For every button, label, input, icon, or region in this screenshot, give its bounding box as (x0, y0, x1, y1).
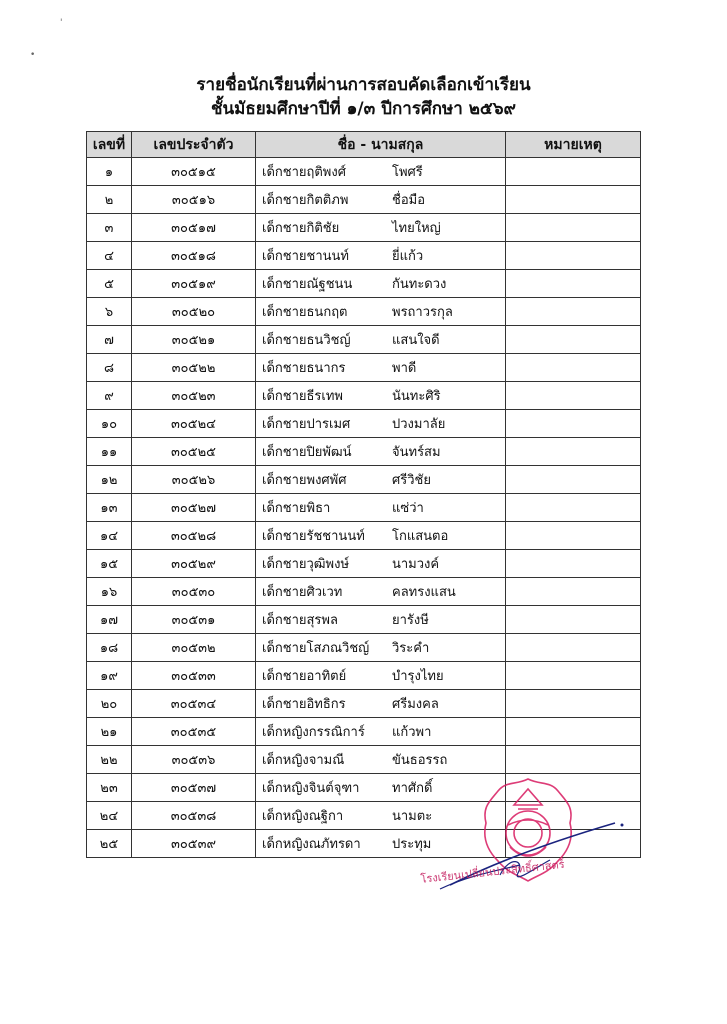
student-last-name: ชื่อมือ (392, 193, 426, 208)
student-first-name: เด็กชายวุฒิพงษ์ (262, 557, 350, 572)
student-id: ๓๐๕๑๖ (132, 186, 256, 214)
table-row (87, 494, 641, 522)
student-id: ๓๐๕๓๔ (132, 690, 256, 718)
row-number: ๑ (87, 158, 132, 186)
row-number: ๒๐ (87, 690, 132, 718)
student-last-name: ไทยใหญ่ (392, 221, 441, 236)
remark-cell (506, 438, 641, 466)
student-name (256, 382, 506, 410)
table-row (87, 774, 641, 802)
student-id: ๓๐๕๒๖ (132, 466, 256, 494)
remark-cell (506, 214, 641, 242)
table-row (87, 186, 641, 214)
student-id: ๓๐๕๑๙ (132, 270, 256, 298)
student-id: ๓๐๕๓๑ (132, 606, 256, 634)
remark-cell (506, 270, 641, 298)
remark-cell (506, 802, 641, 830)
table-row (87, 690, 641, 718)
row-number: ๑๑ (87, 438, 132, 466)
row-number: ๒๓ (87, 774, 132, 802)
remark-cell (506, 578, 641, 606)
student-first-name: เด็กชายกิตติภพ (262, 193, 349, 208)
document-title: รายชื่อนักเรียนที่ผ่านการสอบคัดเลือกเข้าเรียน (196, 75, 531, 95)
student-name (256, 802, 506, 830)
student-first-name: เด็กชายธนวิชญ์ (262, 333, 351, 348)
column-header-name: ชื่อ - นามสกุล (256, 132, 506, 158)
remark-cell (506, 326, 641, 354)
student-last-name: ขันธอรรถ (392, 753, 448, 768)
student-id: ๓๐๕๑๘ (132, 242, 256, 270)
student-first-name: เด็กหญิงณฐิกา (262, 809, 344, 824)
student-name (256, 494, 506, 522)
student-id: ๓๐๕๓๖ (132, 746, 256, 774)
remark-cell (506, 606, 641, 634)
scan-speck: • (30, 50, 36, 60)
student-id: ๓๐๕๓๙ (132, 830, 256, 858)
student-id: ๓๐๕๑๕ (132, 158, 256, 186)
student-last-name: นามตะ (392, 809, 433, 824)
row-number: ๗ (87, 326, 132, 354)
student-last-name: นันทะศิริ (392, 389, 441, 404)
remark-cell (506, 634, 641, 662)
student-id: ๓๐๕๒๗ (132, 494, 256, 522)
remark-cell (506, 242, 641, 270)
row-number: ๑๐ (87, 410, 132, 438)
row-number: ๑๔ (87, 522, 132, 550)
student-first-name: เด็กชายฤติพงศ์ (262, 165, 346, 180)
table-row (87, 326, 641, 354)
student-first-name: เด็กชายธนากร (262, 361, 346, 376)
row-number: ๑๒ (87, 466, 132, 494)
row-number: ๒๑ (87, 718, 132, 746)
row-number: ๔ (87, 242, 132, 270)
student-first-name: เด็กหญิงณภัทรดา (262, 837, 361, 852)
student-name (256, 606, 506, 634)
table-row (87, 270, 641, 298)
student-first-name: เด็กชายอาทิตย์ (262, 669, 347, 684)
row-number: ๑๓ (87, 494, 132, 522)
table-row (87, 438, 641, 466)
student-id: ๓๐๕๓๘ (132, 802, 256, 830)
student-last-name: คลทรงแสน (392, 585, 456, 600)
student-name (256, 746, 506, 774)
student-name (256, 270, 506, 298)
student-name (256, 578, 506, 606)
student-name (256, 466, 506, 494)
student-first-name: เด็กชายรัชชานนท์ (262, 529, 365, 544)
table-row (87, 606, 641, 634)
student-name (256, 830, 506, 858)
column-header-student-id: เลขประจำตัว (132, 132, 256, 158)
student-name (256, 662, 506, 690)
student-id: ๓๐๕๓๕ (132, 718, 256, 746)
student-first-name: เด็กชายพงศพัศ (262, 473, 347, 488)
row-number: ๕ (87, 270, 132, 298)
row-number: ๑๙ (87, 662, 132, 690)
remark-cell (506, 522, 641, 550)
document-subtitle: ชั้นมัธยมศึกษาปีที่ ๑/๓ ปีการศึกษา ๒๕๖๙ (210, 99, 517, 119)
student-first-name: เด็กชายธีรเทพ (262, 389, 343, 404)
remark-cell (506, 186, 641, 214)
table-row (87, 354, 641, 382)
table-row (87, 214, 641, 242)
table-row (87, 158, 641, 186)
column-header-remark: หมายเหตุ (506, 132, 641, 158)
student-id: ๓๐๕๓๓ (132, 662, 256, 690)
student-name (256, 214, 506, 242)
table-row (87, 718, 641, 746)
scan-speck: ' (60, 18, 63, 28)
table-row (87, 746, 641, 774)
table-row (87, 466, 641, 494)
student-id: ๓๐๕๓๗ (132, 774, 256, 802)
student-name (256, 774, 506, 802)
row-number: ๘ (87, 354, 132, 382)
remark-cell (506, 718, 641, 746)
student-last-name: ศรีวิชัย (392, 473, 431, 488)
student-first-name: เด็กชายสุรพล (262, 613, 338, 628)
student-id: ๓๐๕๑๗ (132, 214, 256, 242)
student-first-name: เด็กชายพิธา (262, 501, 331, 516)
student-first-name: เด็กชายชานนท์ (262, 249, 349, 264)
table-row (87, 662, 641, 690)
table-row (87, 578, 641, 606)
student-name (256, 354, 506, 382)
table-row (87, 550, 641, 578)
student-last-name: ยารังษี (392, 613, 429, 628)
student-first-name: เด็กชายธนกฤต (262, 305, 348, 320)
student-first-name: เด็กชายอิทธิกร (262, 697, 346, 712)
table-row (87, 830, 641, 858)
student-last-name: พาดี (392, 361, 417, 376)
student-name (256, 718, 506, 746)
student-name (256, 634, 506, 662)
column-header-number: เลขที่ (87, 132, 132, 158)
student-last-name: แซ่ว่า (392, 501, 424, 516)
student-last-name: กันทะดวง (392, 277, 447, 292)
table-row (87, 522, 641, 550)
student-first-name: เด็กชายศิวเวท (262, 585, 343, 600)
student-last-name: แสนใจดี (392, 333, 440, 348)
student-last-name: ปวงมาลัย (392, 417, 446, 432)
remark-cell (506, 382, 641, 410)
student-last-name: พรถาวรกุล (392, 305, 453, 320)
table-row (87, 298, 641, 326)
student-last-name: จันทร์สม (392, 445, 441, 460)
table-row (87, 634, 641, 662)
student-first-name: เด็กชายโสภณวิชญ์ (262, 641, 370, 656)
student-name (256, 550, 506, 578)
student-id: ๓๐๕๒๐ (132, 298, 256, 326)
student-last-name: ประทุม (392, 837, 432, 852)
row-number: ๖ (87, 298, 132, 326)
row-number: ๑๗ (87, 606, 132, 634)
table-row (87, 242, 641, 270)
remark-cell (506, 774, 641, 802)
table-row (87, 410, 641, 438)
student-last-name: โกแสนตอ (392, 529, 449, 544)
remark-cell (506, 158, 641, 186)
student-last-name: ยี่แก้ว (392, 249, 424, 264)
student-id: ๓๐๕๒๔ (132, 410, 256, 438)
student-first-name: เด็กชายณัฐชนน (262, 277, 353, 292)
row-number: ๑๖ (87, 578, 132, 606)
student-name (256, 690, 506, 718)
remark-cell (506, 298, 641, 326)
student-name (256, 298, 506, 326)
row-number: ๓ (87, 214, 132, 242)
school-seal-text: โรงเรียนเปลี่ยนประสิทธิ์ศาสตร์ (419, 857, 566, 886)
student-last-name: บำรุงไทย (392, 669, 444, 684)
table-header-row (87, 132, 641, 158)
student-first-name: เด็กหญิงจามณี (262, 753, 345, 768)
student-id: ๓๐๕๒๘ (132, 522, 256, 550)
student-last-name: วิระคำ (392, 641, 430, 656)
student-last-name: ศรีมงคล (392, 697, 439, 712)
remark-cell (506, 410, 641, 438)
student-id: ๓๐๕๒๒ (132, 354, 256, 382)
student-name (256, 186, 506, 214)
student-id: ๓๐๕๒๙ (132, 550, 256, 578)
student-last-name: ทาศักดิ์ (392, 781, 433, 796)
student-list-table (86, 131, 641, 858)
student-first-name: เด็กหญิงกรรณิการ์ (262, 725, 365, 740)
student-id: ๓๐๕๓๐ (132, 578, 256, 606)
table-row (87, 802, 641, 830)
student-name (256, 158, 506, 186)
student-name (256, 242, 506, 270)
remark-cell (506, 662, 641, 690)
row-number: ๒๔ (87, 802, 132, 830)
student-first-name: เด็กชายกิติชัย (262, 221, 340, 236)
remark-cell (506, 690, 641, 718)
student-last-name: แก้วพา (392, 725, 432, 740)
student-name (256, 410, 506, 438)
table-row (87, 382, 641, 410)
row-number: ๒ (87, 186, 132, 214)
row-number: ๑๘ (87, 634, 132, 662)
row-number: ๙ (87, 382, 132, 410)
row-number: ๒๒ (87, 746, 132, 774)
remark-cell (506, 466, 641, 494)
remark-cell (506, 746, 641, 774)
student-last-name: นามวงค์ (392, 557, 440, 572)
student-first-name: เด็กหญิงจินต์จุฑา (262, 781, 360, 796)
row-number: ๒๕ (87, 830, 132, 858)
student-name (256, 438, 506, 466)
row-number: ๑๕ (87, 550, 132, 578)
student-first-name: เด็กชายปารเมศ (262, 417, 351, 432)
remark-cell (506, 550, 641, 578)
student-name (256, 522, 506, 550)
student-name (256, 326, 506, 354)
student-id: ๓๐๕๒๓ (132, 382, 256, 410)
student-last-name: โพศรี (392, 165, 423, 180)
remark-cell (506, 354, 641, 382)
student-first-name: เด็กชายปิยพัฒน์ (262, 445, 352, 460)
student-id: ๓๐๕๒๑ (132, 326, 256, 354)
remark-cell (506, 494, 641, 522)
student-id: ๓๐๕๒๕ (132, 438, 256, 466)
student-id: ๓๐๕๓๒ (132, 634, 256, 662)
